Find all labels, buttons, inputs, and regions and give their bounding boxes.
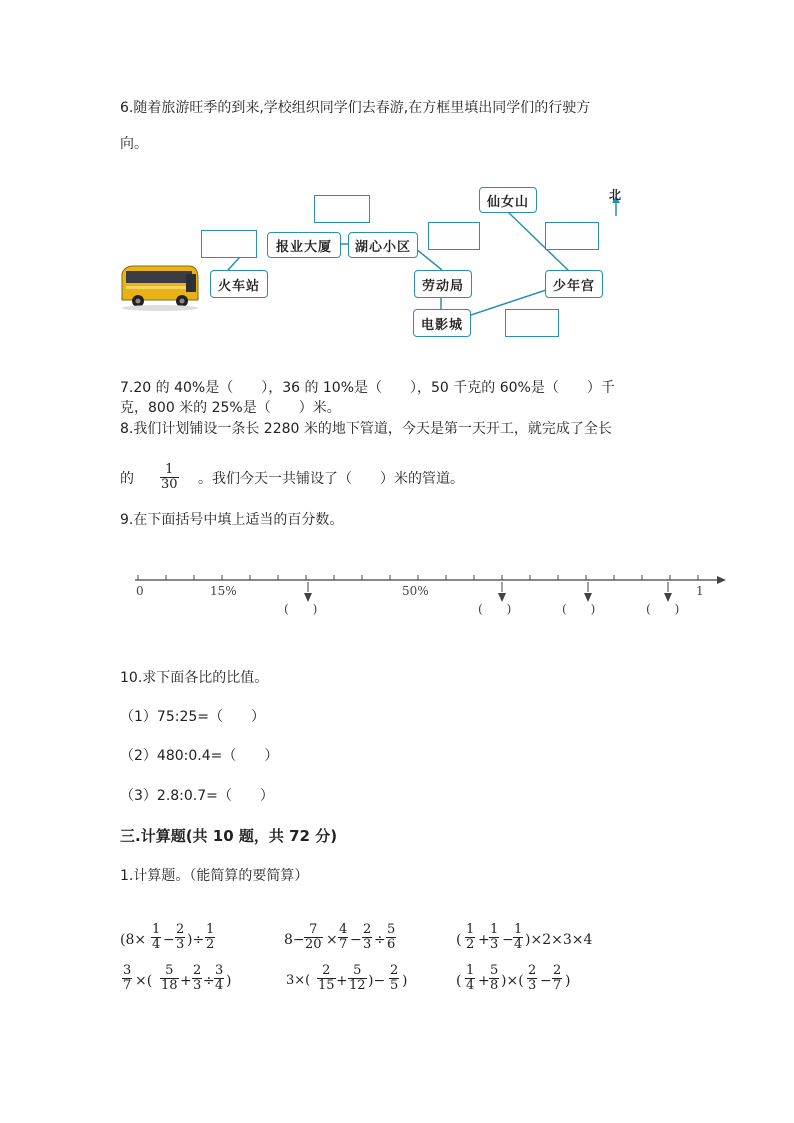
e4-f4 [214, 964, 224, 993]
q8-frac-num: 1 [165, 462, 174, 477]
e2-f4-den: 6 [387, 937, 396, 952]
e1-a: (8× [120, 932, 147, 948]
e2-f3 [362, 923, 372, 952]
e1-f1-den: 4 [152, 937, 161, 952]
e4-f4-num: 3 [215, 963, 224, 978]
e1-b: − [163, 932, 175, 948]
e4-f1 [122, 964, 132, 993]
place-train-station: 火车站 [210, 270, 268, 298]
e2-f3-num: 2 [363, 922, 372, 937]
e3-a: ( [456, 932, 462, 948]
e2-f1-den: 20 [305, 937, 322, 952]
e2-f2 [338, 923, 348, 952]
e5-f3-den: 5 [390, 978, 399, 993]
e5-d: ) [402, 973, 408, 989]
e3-f1-num: 1 [466, 922, 475, 937]
place-baoye: 报业大厦 [267, 232, 341, 258]
e6-f4-den: 7 [553, 978, 562, 993]
e6-f4 [552, 964, 562, 993]
e5-f2-num: 5 [353, 963, 362, 978]
e6-c: )×( [501, 973, 524, 989]
q7-line2: 克，800 米的 25%是（ ）米。 [120, 400, 341, 416]
label-15pct: 15% [210, 584, 237, 598]
blank-3[interactable]: ( ) [562, 602, 596, 616]
q10-item-2: （2）480:0.4=（ ） [120, 748, 279, 764]
e3-f3 [513, 923, 523, 952]
place-labor-bureau: 劳动局 [414, 270, 472, 298]
e2-f1-num: 7 [309, 922, 318, 937]
e6-f2-num: 5 [490, 963, 499, 978]
answer-box-1[interactable] [314, 195, 370, 223]
e2-f2-num: 4 [339, 922, 348, 937]
q6-line2: 向。 [120, 136, 148, 152]
e4-b: + [180, 973, 192, 989]
e2-f4-num: 5 [387, 922, 396, 937]
q8-pre: 的 [120, 471, 134, 487]
e2-f4 [386, 923, 396, 952]
place-cinema: 电影城 [413, 309, 471, 337]
q8-frac-den: 30 [161, 477, 178, 492]
e6-f3-num: 2 [528, 963, 537, 978]
label-50pct: 50% [402, 584, 429, 598]
e3-f3-num: 1 [514, 922, 523, 937]
blank-4[interactable]: ( ) [646, 602, 680, 616]
e5-b: + [336, 973, 348, 989]
e5-f3 [389, 964, 399, 993]
section3-title: 三.计算题(共 10 题，共 72 分) [120, 827, 338, 845]
e1-f2 [175, 923, 185, 952]
q8-post: 。我们今天一共铺设了（ ）米的管道。 [198, 471, 464, 487]
e3-c: − [502, 932, 514, 948]
e6-f1-den: 4 [466, 978, 475, 993]
e4-f4-den: 4 [215, 978, 224, 993]
e3-d: )×2×3×4 [525, 932, 593, 948]
e3-f2-num: 1 [490, 922, 499, 937]
e3-f2 [489, 923, 499, 952]
e6-e: ) [565, 973, 571, 989]
e1-f3 [205, 923, 215, 952]
q8-fraction [160, 463, 179, 492]
e4-f3-num: 2 [193, 963, 202, 978]
e3-f3-den: 4 [514, 937, 523, 952]
e4-f3-den: 3 [193, 978, 202, 993]
e3-f1-den: 2 [466, 937, 475, 952]
e6-f3-den: 3 [528, 978, 537, 993]
e6-f1 [465, 964, 475, 993]
e4-c: ÷ [203, 973, 215, 989]
e6-f2 [489, 964, 499, 993]
e2-b: × [326, 932, 338, 948]
e1-f2-den: 3 [176, 937, 185, 952]
e6-d: − [540, 973, 552, 989]
e3-b: + [478, 932, 490, 948]
e5-f2-den: 12 [349, 978, 366, 993]
e4-d: ) [226, 973, 232, 989]
q10-item-1: （1）75:25=（ ） [120, 709, 265, 725]
e6-f1-num: 1 [466, 963, 475, 978]
number-line [130, 568, 730, 628]
e2-c: − [350, 932, 362, 948]
section3-q1-title: 1.计算题。（能简算的要简算） [120, 868, 309, 884]
label-1: 1 [696, 584, 704, 598]
q7-line1: 7.20 的 40%是（ ），36 的 10%是（ ），50 千克的 60%是（ ）千 [120, 380, 615, 396]
e5-a: 3×( [286, 973, 311, 988]
e1-f1-num: 1 [152, 922, 161, 937]
e2-f1 [304, 923, 323, 952]
q9-title: 9.在下面括号中填上适当的百分数。 [120, 512, 344, 528]
place-xiannv: 仙女山 [479, 187, 537, 213]
e4-f2 [160, 964, 179, 993]
e1-f2-num: 2 [176, 922, 185, 937]
e6-f3 [527, 964, 537, 993]
blank-2[interactable]: ( ) [478, 602, 512, 616]
e6-b: + [478, 973, 490, 989]
e3-f2-den: 3 [490, 937, 499, 952]
q10-title: 10.求下面各比的比值。 [120, 670, 269, 686]
bus-icon [118, 262, 200, 312]
e4-f2-den: 18 [161, 978, 178, 993]
e6-f4-num: 2 [553, 963, 562, 978]
blank-1[interactable]: ( ) [284, 602, 318, 616]
e5-f1-num: 2 [322, 963, 331, 978]
e5-f2 [348, 964, 367, 993]
e1-f1 [151, 923, 161, 952]
e2-f2-den: 7 [339, 937, 348, 952]
e6-f2-den: 8 [490, 978, 499, 993]
north-label: 北 [609, 188, 622, 202]
e2-d: ÷ [374, 932, 386, 948]
q6-line1: 6.随着旅游旺季的到来,学校组织同学们去春游,在方框里填出同学们的行驶方 [120, 100, 591, 116]
e5-f1-den: 15 [318, 978, 335, 993]
e5-c: )− [368, 973, 386, 989]
answer-box-2[interactable] [201, 230, 257, 258]
e4-a: ×( [135, 973, 153, 989]
e5-f3-num: 2 [390, 963, 399, 978]
e2-a: 8− [284, 932, 305, 948]
e1-c: )÷ [187, 932, 205, 948]
place-youth-palace: 少年宫 [545, 270, 603, 298]
answer-box-5[interactable] [505, 309, 559, 337]
e4-f3 [192, 964, 202, 993]
e2-f3-den: 3 [363, 937, 372, 952]
place-huxin: 湖心小区 [348, 232, 418, 258]
e1-f3-num: 1 [206, 922, 215, 937]
e4-f2-num: 5 [165, 963, 174, 978]
e4-f1-den: 7 [123, 978, 132, 993]
q8-line1: 8.我们计划铺设一条长 2280 米的地下管道，今天是第一天开工，就完成了全长 [120, 421, 612, 437]
e1-f3-den: 2 [206, 937, 215, 952]
e5-f1 [317, 964, 336, 993]
direction-map [110, 180, 630, 340]
e4-f1-num: 3 [123, 963, 132, 978]
q10-item-3: （3）2.8:0.7=（ ） [120, 788, 274, 804]
e3-f1 [465, 923, 475, 952]
e6-a: ( [456, 973, 462, 989]
label-0: 0 [136, 584, 144, 598]
answer-box-3[interactable] [428, 222, 480, 250]
answer-box-4[interactable] [545, 222, 599, 250]
